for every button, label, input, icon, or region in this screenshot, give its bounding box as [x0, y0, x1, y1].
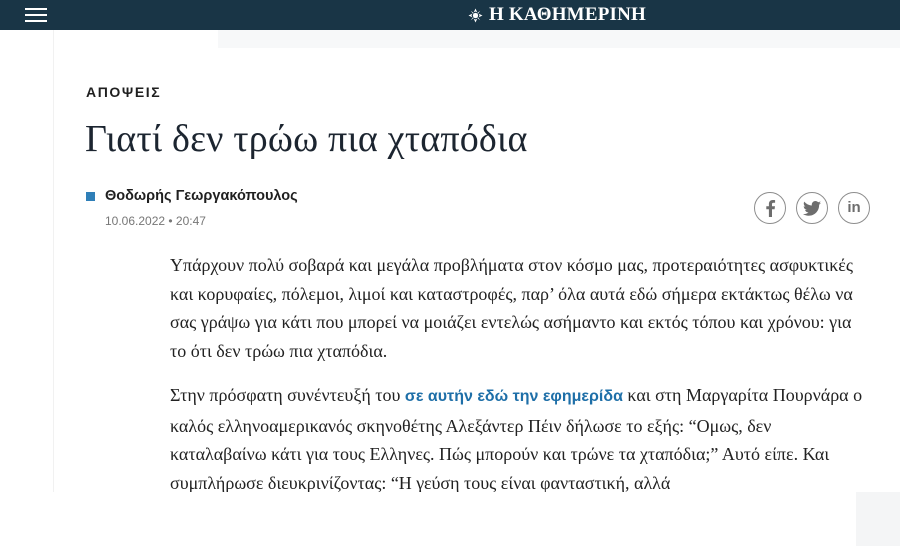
share-facebook-button[interactable] [754, 192, 786, 224]
share-twitter-button[interactable] [796, 192, 828, 224]
menu-line [25, 8, 47, 10]
site-logo-link[interactable] [467, 3, 646, 27]
author-marker [86, 192, 95, 201]
page-bottom-blank [0, 492, 900, 546]
ad-banner-strip [218, 30, 900, 48]
facebook-icon [763, 199, 777, 217]
paragraph-text: Στην πρόσφατη συνέντευξή του [170, 385, 405, 405]
share-linkedin-button[interactable] [838, 192, 870, 224]
inline-article-link[interactable]: σε αυτήν εδώ την εφημερίδα [404, 388, 623, 405]
kathimerini-logo-icon [467, 7, 484, 24]
menu-line [25, 14, 47, 16]
section-label[interactable]: ΑΠΟΨΕΙΣ [86, 84, 162, 100]
top-navigation-bar [0, 0, 900, 30]
column-divider [53, 30, 54, 500]
article-paragraph [170, 381, 870, 497]
article-title: Γιατί δεν τρώω πια χταπόδια [85, 118, 528, 160]
publish-date: 10.06.2022 • 20:47 [105, 214, 206, 228]
twitter-icon [803, 201, 821, 216]
author-name[interactable]: Θοδωρής Γεωργακόπουλος [105, 188, 298, 204]
paragraph-text: και στη Μαργαρίτα Πουρνάρα ο καλός ελληνοαμερικανός σκηνοθέτης Αλεξάντερ Πέιν δήλωσε το εξής: “Ομως, δεν καταλαβαίνω κάτι για τους Ελληνες. Πώς μπορούν και τρώνε τα χταπόδια;” Αυτό είπε. Και συμπλήρωσε διευκρινίζοντας: “Η γεύση τους είναι φανταστική, αλλά [170, 385, 863, 493]
linkedin-icon: in [847, 199, 861, 216]
hamburger-menu-icon[interactable] [25, 8, 47, 23]
site-brand-name: Η ΚΑΘΗΜΕΡΙΝΗ [489, 4, 646, 25]
menu-line [25, 20, 47, 22]
article-paragraph: Υπάρχουν πολύ σοβαρά και μεγάλα προβλήματα στον κόσμο μας, προτεραιότητες ασφυκτικές και κορυφαίες, πόλεμοι, λιμοί και καταστροφές, παρ’ όλα αυτά εδώ σήμερα εκτάκτως θέλω να σας γράψω για κάτι που μπορεί να μοιάζει εντελώς ασήμαντο και εκτός τόπου και χρόνου: για το ότι δεν τρώω πια χταπόδια. [170, 255, 853, 361]
corner-widget-area [856, 492, 900, 546]
